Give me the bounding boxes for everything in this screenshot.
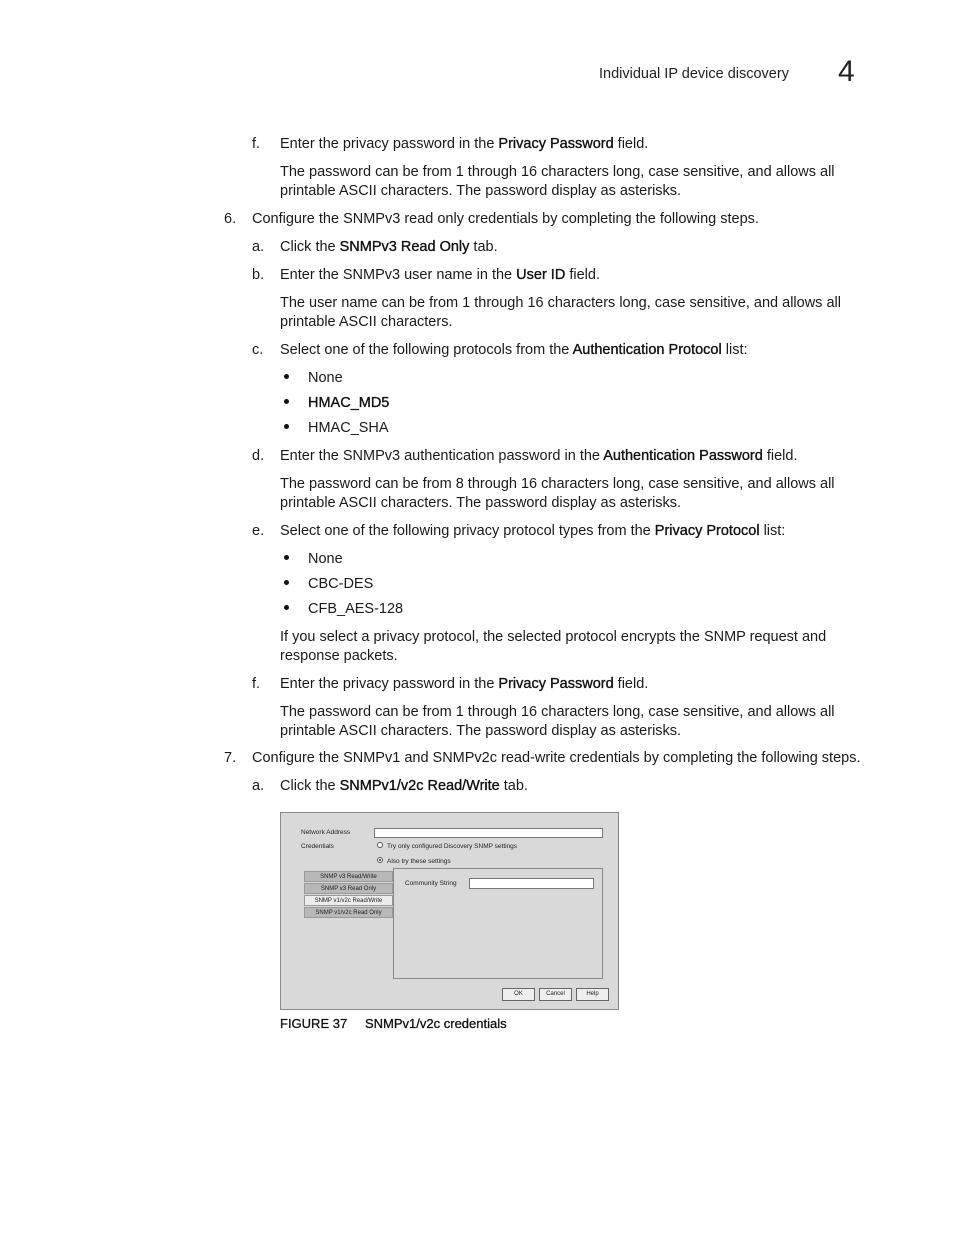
radio-try-configured[interactable] (377, 842, 383, 848)
step-text: Enter the SNMPv3 authentication password in the (280, 448, 604, 464)
step-6a (280, 238, 498, 257)
network-address-input[interactable] (374, 828, 603, 838)
radio-try-configured-label: Try only configured Discovery SNMP settings (387, 843, 518, 850)
ui-term: SNMPv1/v2c Read/Write (339, 778, 500, 794)
radio-also-try[interactable] (377, 857, 383, 863)
step-marker: b. (252, 267, 265, 283)
bullet-icon (284, 555, 289, 560)
step-text: Click the (280, 239, 340, 255)
note-line: The password can be from 1 through 16 characters long, case sensitive, and allows all (280, 164, 835, 180)
ui-term: Privacy Password (498, 136, 614, 152)
figure-title: SNMPv1/v2c credentials (365, 1016, 507, 1031)
ui-term: SNMPv3 Read Only (339, 239, 470, 255)
step-7a (280, 777, 528, 796)
network-address-label: Network Address (301, 829, 351, 836)
tab-snmpv3-read-write[interactable]: SNMP v3 Read/Write (304, 871, 393, 882)
bullet-icon (284, 605, 289, 610)
step-marker: d. (252, 448, 265, 464)
step-number: 7. (224, 750, 237, 766)
step-marker: e. (252, 523, 265, 539)
step-text: list: (721, 342, 748, 358)
step-text: tab. (499, 778, 528, 794)
ui-term: Privacy Protocol (654, 523, 760, 539)
step-6e (280, 522, 785, 541)
credentials-label: Credentials (301, 843, 334, 850)
ui-term: Privacy Password (498, 676, 614, 692)
step-6b (280, 266, 600, 285)
note-line: printable ASCII characters. (280, 314, 453, 330)
step-text: Enter the SNMPv3 user name in the (280, 267, 517, 283)
ui-term: User ID (516, 267, 566, 283)
community-string-label: Community String (405, 880, 457, 887)
bullet-icon (284, 580, 289, 585)
tab-snmpv3-read-only[interactable]: SNMP v3 Read Only (304, 883, 393, 894)
note-line: The password can be from 1 through 16 characters long, case sensitive, and allows all (280, 704, 835, 720)
list-item (308, 394, 389, 413)
note-line: printable ASCII characters. The password display as asterisks. (280, 183, 682, 199)
note-line: response packets. (280, 648, 398, 664)
list-item: HMAC_SHA (308, 420, 389, 436)
step-text: field. (565, 267, 600, 283)
running-header-title: Individual IP device discovery (599, 66, 789, 82)
chapter-number: 4 (838, 55, 855, 88)
step-6d (280, 447, 797, 466)
step-text: Select one of the following protocols from the (280, 342, 573, 358)
step-text: field. (613, 136, 649, 152)
note-line: The user name can be from 1 through 16 characters long, case sensitive, and allows all (280, 295, 841, 311)
bullet-icon (284, 399, 289, 404)
step-marker: f. (252, 136, 261, 152)
step-6c (280, 341, 748, 360)
bullet-icon (284, 424, 289, 429)
step-text: Click the (280, 778, 340, 794)
step-marker: a. (252, 778, 265, 794)
note-line: If you select a privacy protocol, the selected protocol encrypts the SNMP request and (280, 629, 827, 645)
step-text: Enter the privacy password in the (280, 676, 499, 692)
step-f-top (280, 135, 648, 154)
step-marker: a. (252, 239, 265, 255)
snmp-credentials-dialog (280, 812, 619, 1010)
step-text: list: (759, 523, 786, 539)
step-7-text: Configure the SNMPv1 and SNMPv2c read-write credentials by completing the following steps. (252, 750, 861, 766)
radio-also-try-label: Also try these settings (387, 858, 451, 865)
figure-number: FIGURE 37 (280, 1016, 348, 1031)
step-6-text: Configure the SNMPv3 read only credentials by completing the following steps. (252, 211, 759, 227)
step-text: field. (762, 448, 798, 464)
note-line: printable ASCII characters. The password display as asterisks. (280, 495, 682, 511)
step-marker: f. (252, 676, 261, 692)
step-6f (280, 675, 648, 694)
list-item: None (308, 551, 343, 567)
step-text: Select one of the following privacy protocol types from the (280, 523, 655, 539)
step-marker: c. (252, 342, 264, 358)
tab-content-panel (393, 868, 603, 979)
tab-snmpv1v2c-read-write[interactable]: SNMP v1/v2c Read/Write (304, 895, 393, 906)
tab-snmpv1v2c-read-only[interactable]: SNMP v1/v2c Read Only (304, 907, 393, 918)
step-text: Enter the privacy password in the (280, 136, 499, 152)
list-item: CFB_AES-128 (308, 601, 404, 617)
step-text: field. (613, 676, 649, 692)
community-string-input[interactable] (469, 878, 594, 889)
ui-term: HMAC_MD5 (308, 395, 390, 411)
ui-term: Authentication Protocol (572, 342, 722, 358)
note-line: The password can be from 8 through 16 characters long, case sensitive, and allows all (280, 476, 835, 492)
step-text: tab. (469, 239, 498, 255)
bullet-icon (284, 374, 289, 379)
list-item: None (308, 370, 343, 386)
ok-button[interactable]: OK (502, 988, 535, 1001)
help-button[interactable]: Help (576, 988, 609, 1001)
note-line: printable ASCII characters. The password display as asterisks. (280, 723, 682, 739)
step-number: 6. (224, 211, 237, 227)
ui-term: Authentication Password (603, 448, 763, 464)
cancel-button[interactable]: Cancel (539, 988, 572, 1001)
list-item: CBC-DES (308, 576, 374, 592)
